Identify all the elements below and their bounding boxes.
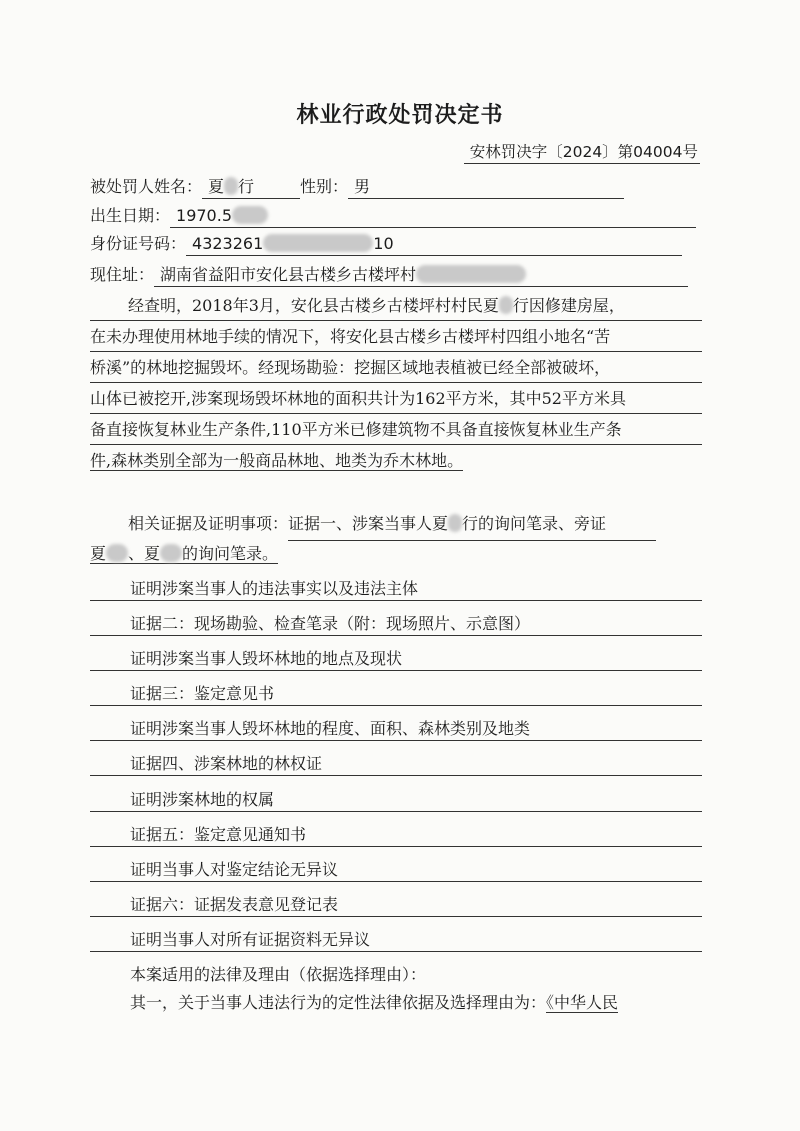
law-first-line: 其一，关于当事人违法行为的定性法律依据及选择理由为：《中华人民 bbox=[130, 993, 619, 1012]
findings-paragraph bbox=[90, 290, 702, 475]
redaction-mark bbox=[499, 296, 513, 314]
evidence-item: 证明涉案当事人毁坏林地的程度、面积、森林类别及地类 bbox=[90, 718, 702, 741]
address-label: 现住址： bbox=[90, 265, 155, 284]
dob-label: 出生日期： bbox=[90, 206, 171, 225]
evidence-intro-line: 夏 、夏 的询问笔录。 bbox=[90, 544, 279, 563]
evidence-item: 证据四、涉案林地的林权证 bbox=[90, 753, 702, 776]
evidence-item: 证明涉案当事人毁坏林地的地点及现状 bbox=[90, 648, 702, 671]
findings-line: 山体已被挖开,涉案现场毁坏林地的面积共计为162平方米，其中52平方米具 bbox=[90, 383, 702, 414]
address-value: 湖南省益阳市安化县古楼乡古楼坪村 bbox=[154, 264, 688, 287]
evidence-intro bbox=[90, 508, 702, 568]
evidence-item: 证明当事人对所有证据资料无异议 bbox=[90, 929, 702, 952]
dob-row bbox=[90, 205, 702, 228]
evidence-item: 证据六：证据发表意见登记表 bbox=[90, 894, 702, 917]
evidence-item: 证据二：现场勘验、检查笔录（附：现场照片、示意图） bbox=[90, 613, 702, 636]
address-row bbox=[90, 264, 702, 287]
id-value: 4323261 10 bbox=[186, 233, 682, 256]
redaction-mark bbox=[232, 206, 268, 224]
findings-line: 在未办理使用林地手续的情况下，将安化县古楼乡古楼坪村四组小地名“苦 bbox=[90, 321, 702, 352]
name-value: 夏 行 bbox=[202, 176, 300, 199]
redaction-mark bbox=[263, 234, 373, 252]
redaction-mark bbox=[416, 265, 526, 283]
evidence-intro-line: 相关证据及证明事项：证据一、涉案当事人夏 行的询问笔录、旁证 bbox=[90, 508, 702, 538]
evidence-item: 证明涉案当事人的违法事实以及违法主体 bbox=[90, 578, 702, 601]
dob-value: 1970.5 bbox=[170, 205, 696, 228]
findings-line: 件,森林类别全部为一般商品林地、地类为乔木林地。 bbox=[90, 451, 464, 470]
gender-label: 性别： bbox=[300, 177, 349, 196]
law-heading: 本案适用的法律及理由（依据选择理由）： bbox=[130, 965, 427, 984]
name-row bbox=[90, 176, 702, 199]
id-label: 身份证号码： bbox=[90, 234, 187, 253]
evidence-item: 证据三：鉴定意见书 bbox=[90, 683, 702, 706]
document-number: 安林罚决字〔2024〕第04004号 bbox=[464, 140, 700, 164]
redaction-mark bbox=[160, 544, 182, 562]
document-title: 林业行政处罚决定书 bbox=[296, 102, 504, 128]
findings-line: 备直接恢复林业生产条件,110平方米已修建筑物不具备直接恢复林业生产条 bbox=[90, 414, 702, 445]
evidence-item: 证据五：鉴定意见通知书 bbox=[90, 824, 702, 847]
findings-line: 经查明，2018年3月，安化县古楼乡古楼坪村村民夏 行因修建房屋， bbox=[90, 290, 702, 321]
redaction-mark bbox=[106, 544, 128, 562]
name-label: 被处罚人姓名： bbox=[90, 177, 203, 196]
redaction-mark bbox=[448, 514, 462, 532]
id-row bbox=[90, 233, 702, 256]
evidence-item: 证明涉案林地的权属 bbox=[90, 789, 702, 812]
gender-value: 男 bbox=[348, 176, 624, 199]
findings-line: 桥溪”的林地挖掘毁坏。经现场勘验：挖掘区域地表植被已经全部被破坏， bbox=[90, 352, 702, 383]
redaction-mark bbox=[224, 177, 238, 195]
evidence-item: 证明当事人对鉴定结论无异议 bbox=[90, 859, 702, 882]
